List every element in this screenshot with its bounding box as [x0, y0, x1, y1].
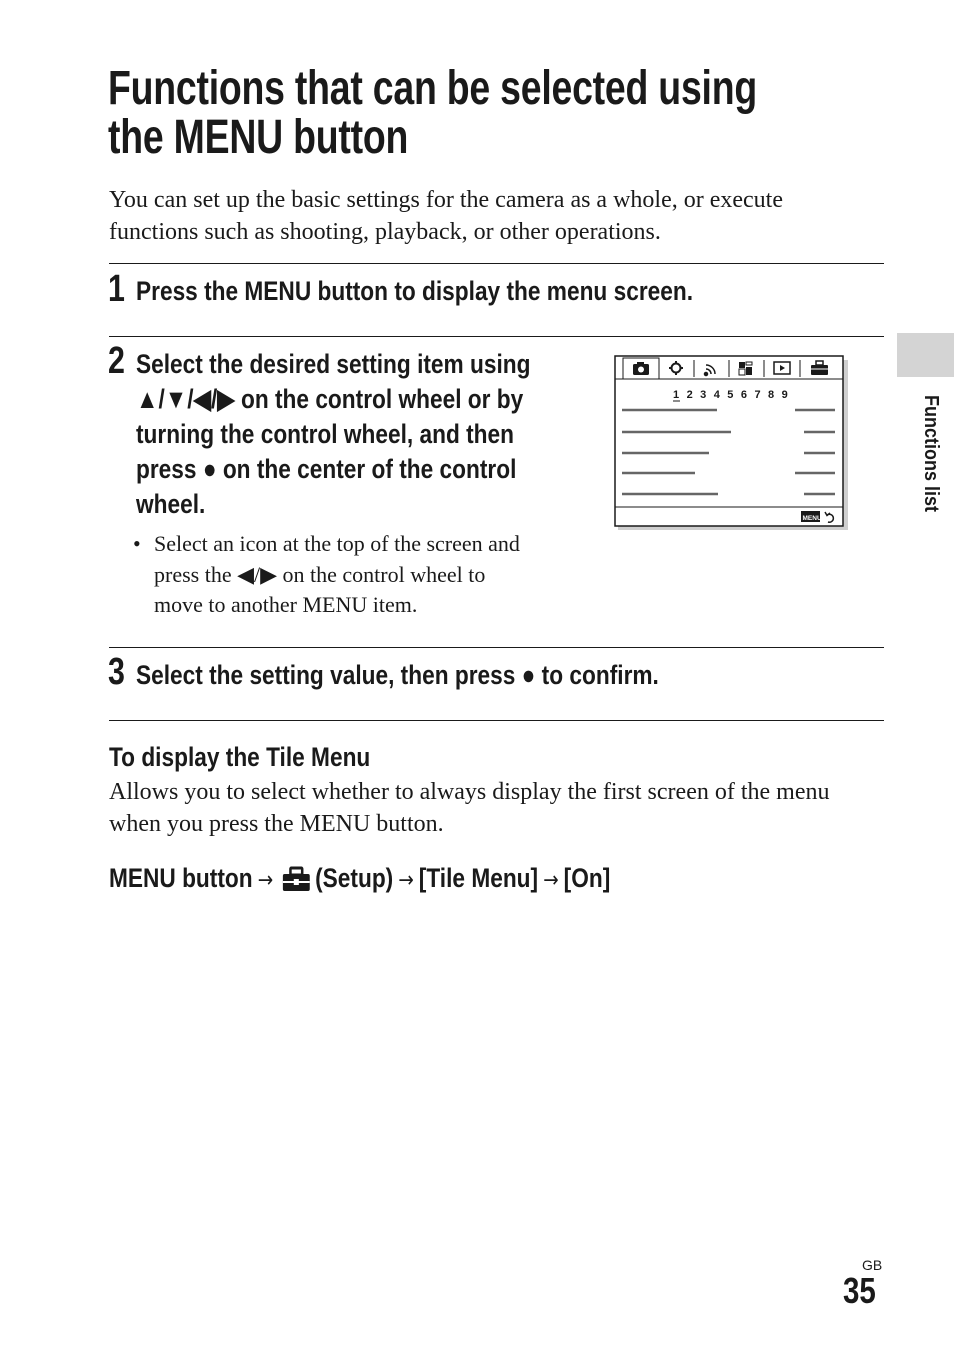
intro-paragraph — [109, 184, 889, 248]
screen-frame — [615, 356, 843, 526]
step-2-line-2: ▲/▼/◀/▶ on the control wheel or by — [136, 384, 524, 414]
section-label: Functions list — [920, 395, 942, 512]
tile-desc-line-2: when you press the MENU button. — [109, 811, 444, 837]
tile-desc-line-1: Allows you to select whether to always display the first screen of the menu — [109, 779, 830, 805]
step-3-line-1: Select the setting value, then press ● to confirm. — [136, 660, 659, 690]
bullet-symbol: • — [133, 531, 141, 556]
step-2-line-4: press ● on the center of the control — [136, 454, 517, 484]
step-3-text — [136, 658, 659, 693]
divider-1 — [109, 263, 884, 264]
arrow-icon: → — [257, 868, 274, 893]
path-setup: (Setup) — [315, 863, 394, 893]
menu-screen-illustration — [614, 355, 850, 533]
path-on: [On] — [563, 863, 611, 893]
step-2-line-5: wheel. — [136, 489, 206, 519]
intro-line-1: You can set up the basic settings for the camera as a whole, or execute — [109, 187, 784, 213]
tile-menu-heading: To display the Tile Menu — [109, 742, 371, 772]
note-line-2: press the ◀/▶ on the control wheel to — [154, 561, 486, 587]
note-line-1: Select an icon at the top of the screen and — [154, 531, 520, 556]
step-2-line-3: turning the control wheel, and then — [136, 419, 514, 449]
page-title — [108, 64, 954, 162]
path-menu-button: MENU button — [109, 863, 253, 893]
menu-page-numbers: 1 2 3 4 5 6 7 8 9 — [673, 389, 790, 401]
divider-3 — [109, 647, 884, 648]
title-line-1: Functions that can be selected using — [108, 62, 757, 115]
page-number: 35 — [843, 1270, 876, 1311]
path-tile-menu: [Tile Menu] — [418, 863, 539, 893]
step-2-text — [136, 347, 530, 522]
menu-path — [109, 860, 610, 899]
step-1-line-1: Press the MENU button to display the menu screen. — [136, 276, 694, 306]
step-3-number: 3 — [108, 651, 125, 693]
step-2-line-1: Select the desired setting item using — [136, 349, 531, 379]
arrow-icon: → — [398, 868, 414, 893]
title-line-2: the MENU button — [108, 111, 409, 164]
note-line-3: move to another MENU item. — [154, 592, 418, 617]
toolbox-icon — [282, 866, 312, 892]
step-1-text — [136, 274, 693, 309]
divider-2 — [109, 336, 884, 337]
step-1-number: 1 — [108, 268, 125, 310]
menu-badge-text: MENU — [802, 515, 822, 522]
step-2-note — [133, 529, 563, 621]
step-2-number: 2 — [108, 340, 125, 382]
divider-4 — [109, 720, 884, 721]
section-tab-marker — [897, 333, 954, 377]
intro-line-2: functions such as shooting, playback, or other operations. — [109, 219, 661, 245]
arrow-icon: → — [543, 868, 559, 893]
region-code: GB — [862, 1257, 883, 1273]
tile-menu-description — [109, 776, 889, 840]
